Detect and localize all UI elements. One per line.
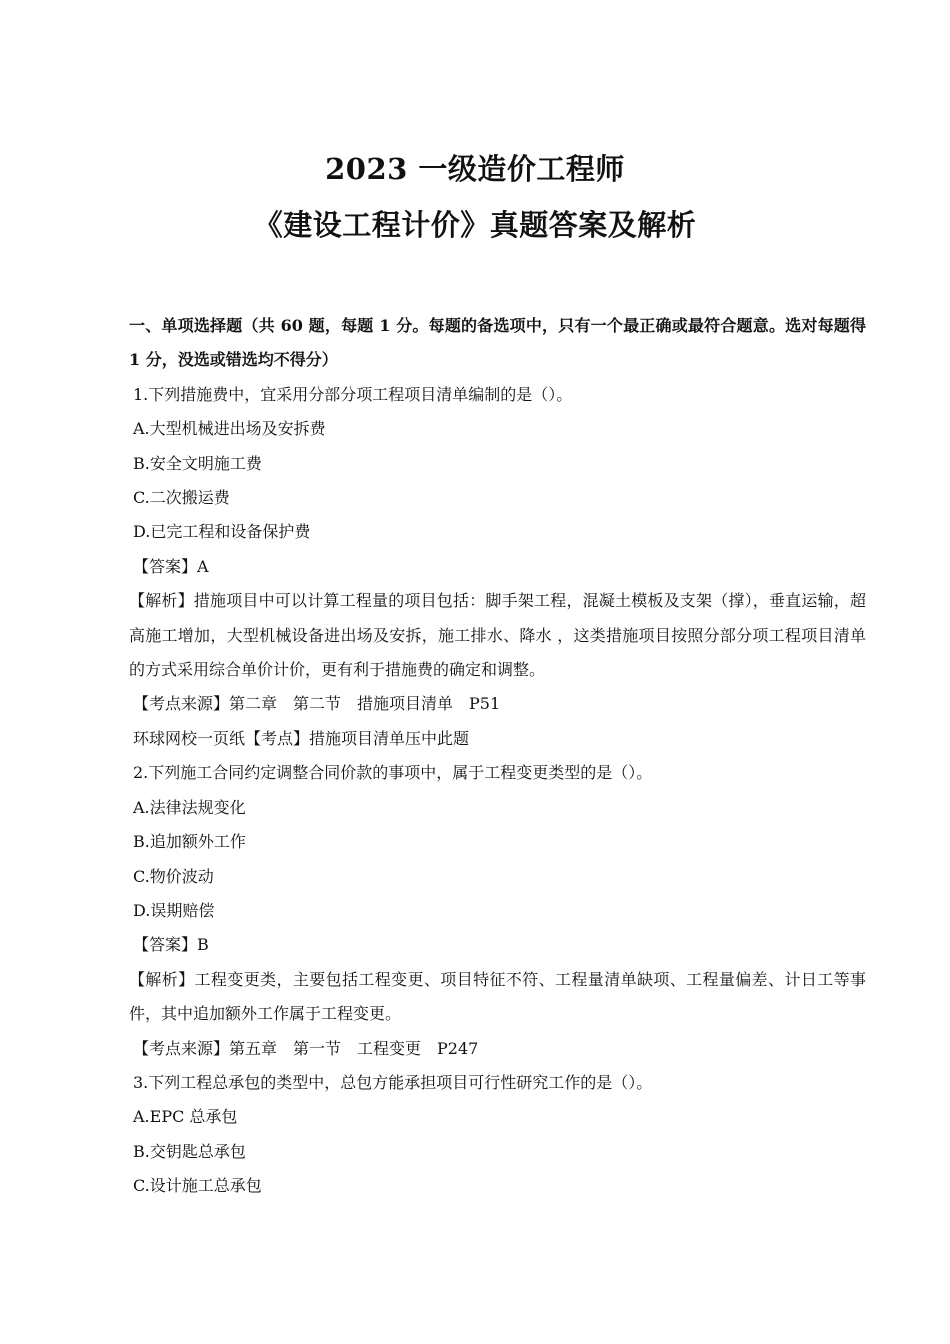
question-3-option-a: A.EPC 总承包 bbox=[133, 1107, 238, 1127]
question-3-option-c: C.设计施工总承包 bbox=[133, 1176, 262, 1196]
question-2-source: 【考点来源】第五章 第一节 工程变更 P247 bbox=[133, 1038, 479, 1058]
question-1-source: 【考点来源】第二章 第二节 措施项目清单 P51 bbox=[133, 694, 501, 714]
question-2-option-b: B.追加额外工作 bbox=[133, 832, 246, 852]
question-2-analysis: 【解析】工程变更类，主要包括工程变更、项目特征不符、工程量清单缺项、工程量偏差、计日工等事件，其中追加额外工作属于工程变更。 bbox=[129, 969, 866, 1024]
question-2-option-a: A.法律法规变化 bbox=[133, 797, 246, 817]
question-3-stem: 3.下列工程总承包的类型中，总包方能承担项目可行性研究工作的是（）。 bbox=[133, 1072, 653, 1092]
question-1-stem: 1.下列措施费中，宜采用分部分项工程项目清单编制的是（）。 bbox=[133, 384, 573, 404]
question-3-option-b: B.交钥匙总承包 bbox=[133, 1141, 246, 1161]
question-1-option-a: A.大型机械进出场及安拆费 bbox=[133, 419, 326, 439]
question-1-note: 环球网校一页纸【考点】措施项目清单压中此题 bbox=[133, 728, 470, 748]
question-1-option-c: C.二次搬运费 bbox=[133, 488, 230, 508]
question-1-option-b: B.安全文明施工费 bbox=[133, 453, 262, 473]
question-2-option-c: C.物价波动 bbox=[133, 866, 214, 886]
document-title-line2: 《建设工程计价》真题答案及解析 bbox=[253, 208, 697, 242]
section-heading: 一、单项选择题（共 60 题，每题 1 分。每题的备选项中，只有一个最正确或最符合题意。选对每题得 1 分，没选或错选均不得分） bbox=[129, 316, 866, 370]
question-2-stem: 2.下列施工合同约定调整合同价款的事项中，属于工程变更类型的是（）。 bbox=[133, 763, 653, 783]
document-body bbox=[129, 309, 869, 1204]
document-title-line1: 2023 一级造价工程师 bbox=[325, 152, 625, 186]
question-2-option-d: D.误期赔偿 bbox=[133, 900, 215, 920]
question-2-answer: 【答案】B bbox=[133, 935, 209, 955]
question-1-answer: 【答案】A bbox=[133, 556, 209, 576]
question-1-analysis: 【解析】措施项目中可以计算工程量的项目包括：脚手架工程，混凝土模板及支架（撑），垂直运输，超高施工增加，大型机械设备进出场及安拆，施工排水、降水 ，这类措施项目按照分部分项工程项目清单的方式采用综合单价计价，更有利于措施费的确定和调整。 bbox=[129, 591, 866, 680]
question-1-option-d: D.已完工程和设备保护费 bbox=[133, 522, 311, 542]
